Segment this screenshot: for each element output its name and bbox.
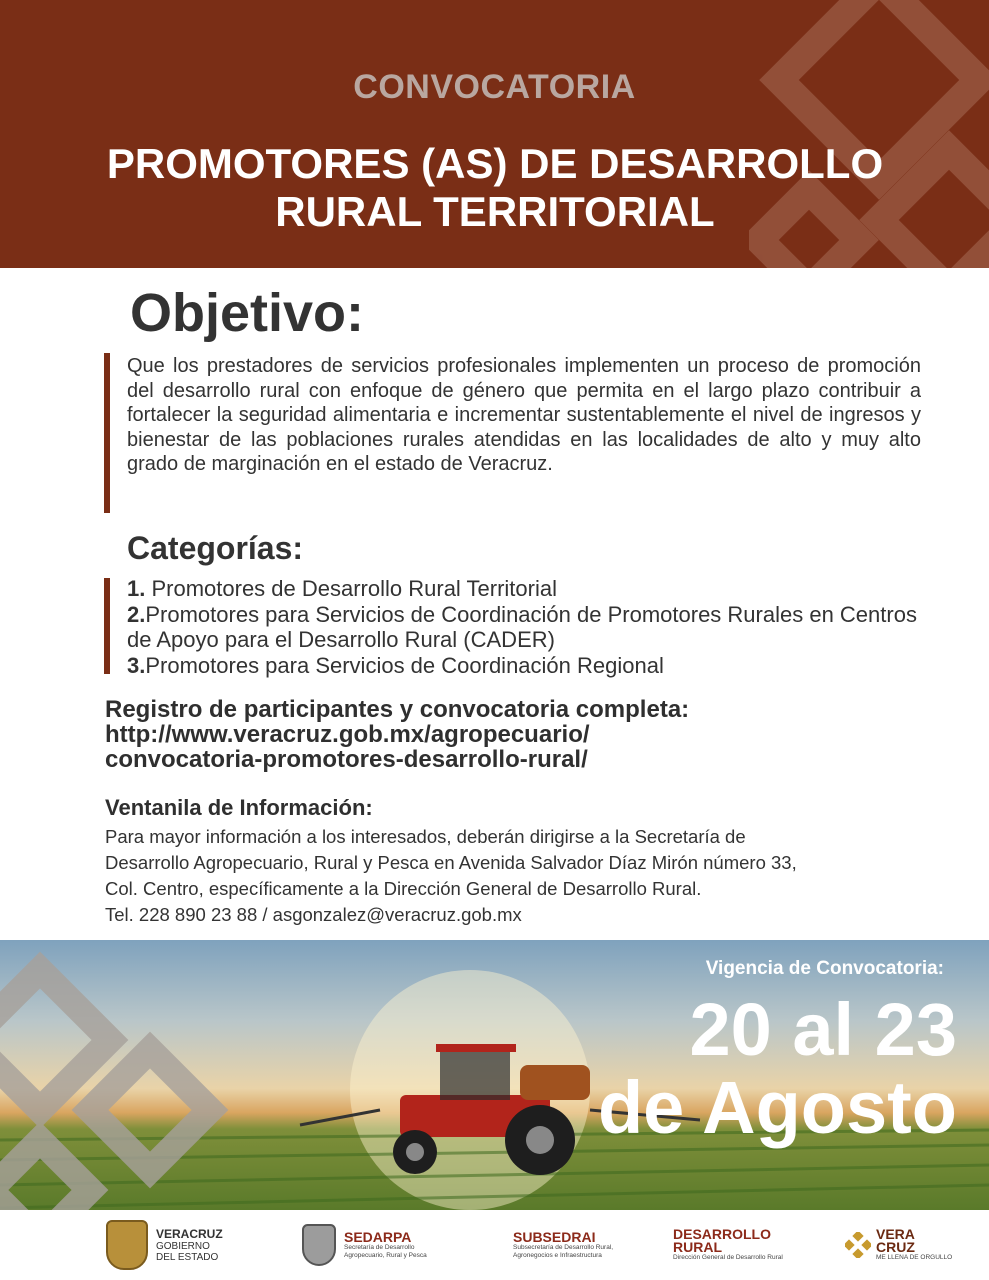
- vigencia-dates: 20 al 23: [689, 988, 957, 1071]
- desarrollo-rural-logo: [673, 1220, 783, 1270]
- coat-of-arms-icon: [302, 1224, 336, 1266]
- ventanilla-heading: Ventanila de Información:: [105, 795, 373, 820]
- vigencia-month: de Agosto: [597, 1066, 957, 1149]
- tractor-field-photo: [0, 940, 989, 1210]
- logo-text: SEDARPA: [344, 1228, 412, 1245]
- registro-link-continued[interactable]: convocatoria-promotores-desarrollo-rural/: [105, 746, 588, 773]
- convocatoria-kicker: CONVOCATORIA: [353, 68, 636, 106]
- categorias-list: [127, 576, 937, 678]
- footer-logos: [0, 1210, 989, 1280]
- ventanilla-contact: Tel. 228 890 23 88 / asgonzalez@veracruz.gob.mx: [105, 904, 522, 925]
- logo-text: DEL ESTADO: [156, 1251, 219, 1263]
- veracruz-gobierno-logo: [106, 1220, 223, 1270]
- page-title: PROMOTORES (AS) DE DESARROLLO RURAL TERRITORIAL: [106, 140, 884, 235]
- list-item-number: 3.: [127, 652, 146, 678]
- ornament-mark-icon: [845, 1232, 871, 1258]
- ventanilla-line: Col. Centro, específicamente a la Dirección General de Desarrollo Rural.: [105, 878, 702, 899]
- list-item: [127, 653, 937, 679]
- logo-text: CRUZ: [876, 1239, 915, 1255]
- logo-text: VERACRUZ: [156, 1226, 223, 1241]
- logo-text: ME LLENA DE ORGULLO: [876, 1254, 953, 1261]
- list-item: [127, 576, 937, 602]
- coat-of-arms-icon: [106, 1220, 148, 1270]
- registro-heading: Registro de participantes y convocatoria completa:: [105, 696, 690, 723]
- header-banner: [0, 0, 989, 268]
- list-item-label: Promotores para Servicios de Coordinación Regional: [145, 652, 664, 678]
- ventanilla-text: [105, 824, 935, 928]
- ventanilla-line: Para mayor información a los interesados, deberán dirigirse a la Secretaría de: [105, 826, 746, 847]
- ventanilla-line: Desarrollo Agropecuario, Rural y Pesca en Avenida Salvador Díaz Mirón número 33,: [105, 852, 797, 873]
- logo-text: Agropecuario, Rural y Pesca: [344, 1251, 427, 1259]
- subsedrai-logo: [513, 1220, 613, 1270]
- logo-text: GOBIERNO: [156, 1240, 210, 1252]
- list-item: [127, 602, 937, 653]
- categorias-accent-bar: [104, 578, 110, 674]
- objetivo-text: Que los prestadores de servicios profesionales implementen un proceso de promoción del desarrollo rural con enfoque de género que permita en el largo plazo contribuir a fortalecer la seguridad alimentaria e incrementar sustentablemente el nivel de ingresos y bienestar de las poblaciones rurales atendidas en las localidades de alto y muy alto grado de marginación en el estado de Veracruz.: [127, 355, 921, 475]
- list-item-label: Promotores de Desarrollo Rural Territorial: [145, 576, 557, 601]
- logo-text: RURAL: [673, 1239, 722, 1255]
- logo-text: VERA: [876, 1226, 915, 1242]
- logo-text: DESARROLLO: [673, 1226, 771, 1242]
- vigencia-label: Vigencia de Convocatoria:: [705, 958, 944, 979]
- list-item-label: Promotores para Servicios de Coordinación de Promotores Rurales en Centros de Apoyo para el Desarrollo Rural (CADER): [127, 601, 917, 652]
- registro-block: [105, 697, 925, 772]
- logo-text: Agronegocios e Infraestructura: [513, 1251, 602, 1259]
- list-item-number: 1.: [127, 576, 146, 601]
- sedarpa-logo: [302, 1220, 427, 1270]
- objetivo-accent-bar: [104, 353, 110, 513]
- vera-cruz-orgullo-logo: [845, 1220, 952, 1270]
- registro-link[interactable]: http://www.veracruz.gob.mx/agropecuario/: [105, 721, 590, 748]
- list-item-number: 2.: [127, 601, 146, 627]
- objetivo-heading: Objetivo:: [130, 283, 365, 343]
- logo-text: SUBSEDRAI: [513, 1228, 596, 1245]
- categorias-heading: Categorías:: [127, 530, 304, 566]
- logo-text: Dirección General de Desarrollo Rural: [673, 1254, 783, 1261]
- logo-text: Secretaría de Desarrollo: [344, 1243, 415, 1251]
- logo-text: Subsecretaría de Desarrollo Rural,: [513, 1243, 614, 1251]
